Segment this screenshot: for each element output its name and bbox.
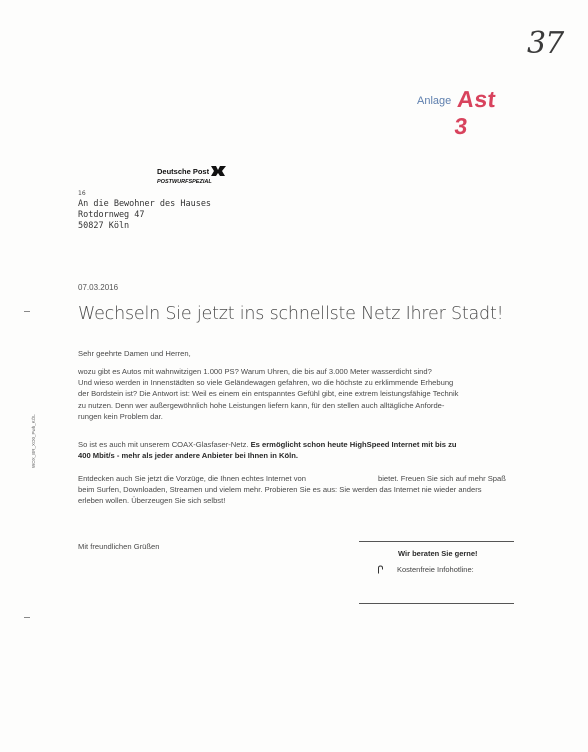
text-line: wozu gibt es Autos mit wahnwitzigen 1.000 PS? Warum Uhren, die bis auf 3.000 Meter wasserdicht sind?: [78, 367, 432, 376]
offer-highlight: Es ermöglicht schon heute HighSpeed Internet mit bis zu: [250, 440, 457, 449]
postal-service: POSTWURFSPEZIAL: [157, 179, 212, 185]
text-line: zu nutzen. Denn wer außergewöhnlich hohe Leistungen liefern kann, für den stellen auch alltägliche Anforde-: [78, 400, 445, 410]
paragraph-intro: [78, 366, 518, 422]
text-line: Und wieso werden in Innenstädten so viele Geländewagen gefahren, wo die höchste zu erklimmende Erhebung: [78, 378, 454, 388]
stamp-value: Ast 3: [453, 86, 498, 139]
phone-icon: [377, 565, 384, 574]
handwritten-page-number: 37: [527, 26, 564, 61]
document-code: WOX_BR_XO0_Pwh_KÖL: [31, 414, 36, 468]
recipient-address: [78, 199, 211, 232]
address-line: Rotdornweg 47: [78, 210, 145, 220]
offer-text: So ist es auch mit unserem COAX-Glasfaser-Netz.: [78, 440, 251, 449]
text-line: rungen kein Problem dar.: [78, 411, 163, 421]
hotline-label: Kostenfreie Infohotline:: [397, 565, 474, 574]
stamp-label: Anlage: [417, 95, 452, 107]
text-line: [78, 439, 518, 450]
letter-date: 07.03.2016: [78, 283, 119, 292]
info-box-title: Wir beraten Sie gerne!: [398, 549, 478, 558]
address-line: An die Bewohner des Hauses: [78, 199, 212, 209]
text-line: erleben wollen. Überzeugen Sie sich selbst!: [78, 496, 226, 506]
text-line: der Bordstein ist? Die Antwort ist: Weil es einem ein entspanntes Gefühl gibt, eine extrem leistungsfähige Technik: [78, 389, 459, 399]
offer-highlight: 400 Mbit/s - mehr als jeder andere Anbieter bei Ihnen in Köln.: [78, 451, 298, 461]
text-segment: Entdecken auch Sie jetzt die Vorzüge, die Ihnen echtes Internet von: [78, 474, 306, 483]
paragraph-invitation: [78, 473, 518, 507]
fold-mark: [24, 311, 30, 312]
salutation: Sehr geehrte Damen und Herren,: [78, 349, 191, 358]
text-line: [78, 473, 518, 484]
info-box-top-rule: [359, 541, 514, 542]
text-segment: bietet. Freuen Sie sich auf mehr Spaß: [377, 474, 506, 483]
info-box-bottom-rule: [359, 603, 514, 604]
paragraph-offer: [78, 439, 518, 461]
fold-mark: [24, 617, 30, 618]
text-line: beim Surfen, Downloaden, Streamen und vielem mehr. Probieren Sie es aus: Sie werden das Internet nie wieder anders: [78, 485, 482, 495]
postal-indicia: [157, 167, 212, 185]
postal-name: Deutsche Post: [157, 167, 210, 176]
post-horn-icon: [210, 164, 227, 177]
closing: Mit freundlichen Grüßen: [78, 542, 160, 551]
address-line: 50827 Köln: [78, 221, 130, 231]
letter-headline: Wechseln Sie jetzt ins schnellste Netz Ihrer Stadt!: [78, 304, 504, 324]
postal-marker: 16: [78, 190, 86, 197]
